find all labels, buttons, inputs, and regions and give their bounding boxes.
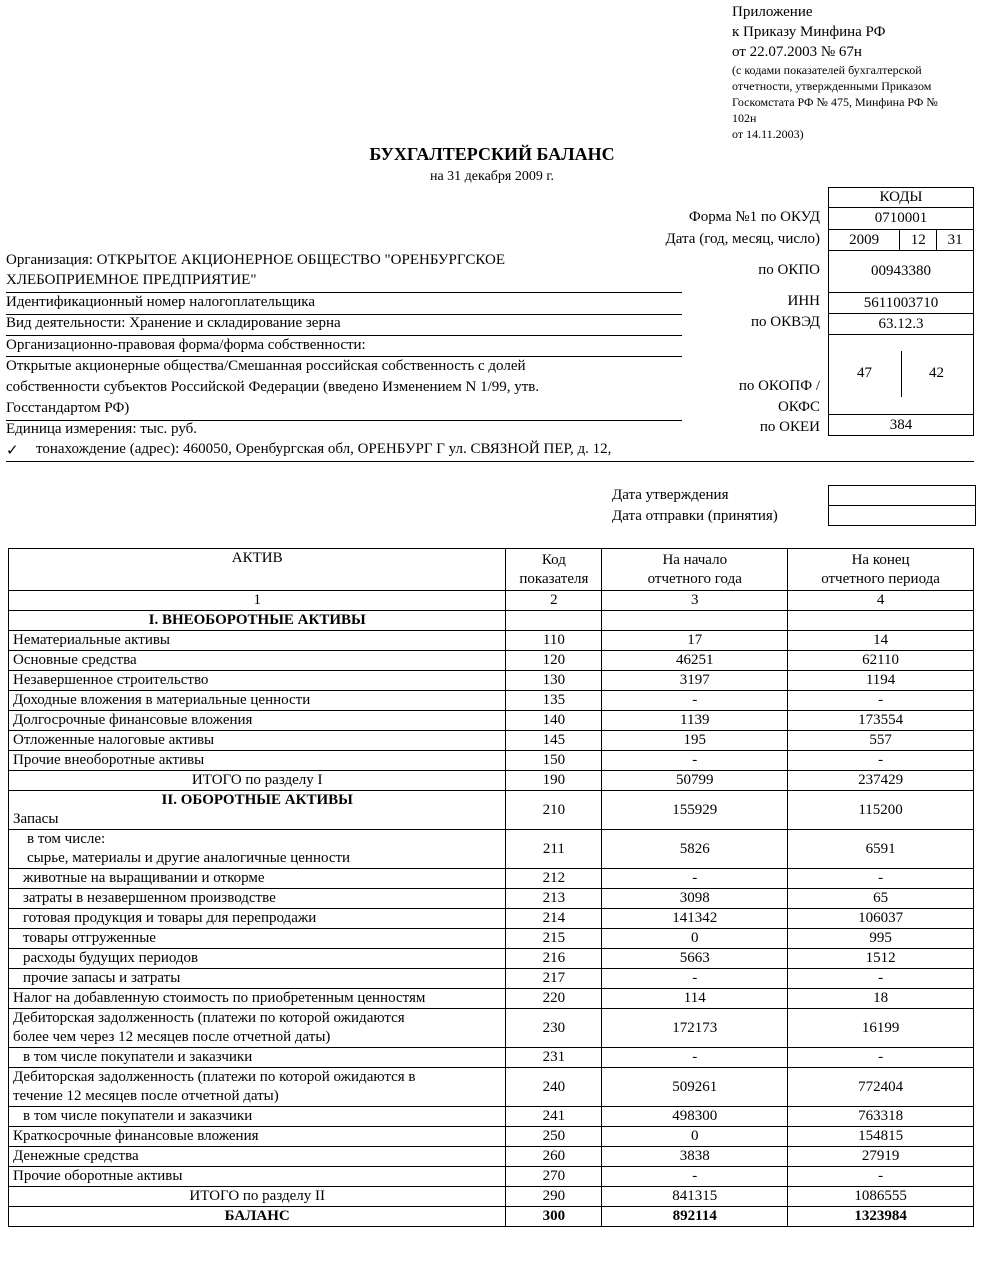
- date-label: Дата (год, месяц, число): [665, 231, 820, 247]
- row-code: 211: [506, 830, 602, 869]
- table-row: [9, 611, 974, 631]
- table-row: [9, 1107, 974, 1127]
- row-end: 27919: [788, 1147, 974, 1167]
- row-name: Доходные вложения в материальные ценности: [9, 691, 506, 711]
- row-name: готовая продукция и товары для перепродажи: [9, 909, 506, 929]
- row-end: 173554: [788, 711, 974, 731]
- row-end: 62110: [788, 651, 974, 671]
- row-code: 135: [506, 691, 602, 711]
- row-code: 210: [506, 791, 602, 830]
- row-name: прочие запасы и затраты: [9, 969, 506, 989]
- row-name: ИТОГО по разделу II: [9, 1187, 506, 1207]
- date-day: 31: [937, 230, 974, 251]
- row-code: 212: [506, 869, 602, 889]
- row-start: -: [602, 691, 788, 711]
- row-code: 230: [506, 1009, 602, 1048]
- table-row: [9, 791, 974, 830]
- row-name-line2: течение 12 месяцев после отчетной даты): [13, 1088, 279, 1104]
- row-name: животные на выращивании и откорме: [9, 869, 506, 889]
- row-end: 65: [788, 889, 974, 909]
- codes-table: [828, 187, 974, 436]
- appendix-line: Приложение: [732, 4, 813, 20]
- row-code: 270: [506, 1167, 602, 1187]
- row-start: 5826: [602, 830, 788, 869]
- row-start: 509261: [602, 1068, 788, 1107]
- table-row: [9, 929, 974, 949]
- approval-date-label: Дата утверждения: [612, 487, 729, 503]
- row-name: ИТОГО по разделу I: [9, 771, 506, 791]
- row-end: 995: [788, 929, 974, 949]
- row-name: Денежные средства: [9, 1147, 506, 1167]
- row-code: 120: [506, 651, 602, 671]
- row-end: 154815: [788, 1127, 974, 1147]
- row-start: 5663: [602, 949, 788, 969]
- table-row: [9, 909, 974, 929]
- address-marker: ✓: [6, 443, 19, 459]
- row-name: в том числе покупатели и заказчики: [9, 1107, 506, 1127]
- form-line2: собственности субъектов Российской Федерации (введено Изменением N 1/99, утв.: [6, 379, 540, 395]
- appendix-note: [732, 2, 938, 142]
- form-line1: Открытые акционерные общества/Смешанная российская собственность с долей: [6, 358, 526, 374]
- table-row: [9, 1127, 974, 1147]
- header-end: На конец отчетного периода: [788, 549, 974, 591]
- row-name: Краткосрочные финансовые вложения: [9, 1127, 506, 1147]
- header-asset: АКТИВ: [9, 549, 506, 591]
- row-end: 1086555: [788, 1187, 974, 1207]
- row-name-line1: Дебиторская задолженность (платежи по которой ожидаются: [13, 1010, 405, 1026]
- row-end: 106037: [788, 909, 974, 929]
- row-code: 130: [506, 671, 602, 691]
- row-code: 140: [506, 711, 602, 731]
- okud-value: 0710001: [829, 208, 974, 230]
- col-number: 2: [506, 591, 602, 611]
- row-name-line2: более чем через 12 месяцев после отчетной даты): [13, 1029, 331, 1045]
- row-code: 300: [506, 1207, 602, 1227]
- table-row: [9, 1207, 974, 1227]
- document-title: БУХГАЛТЕРСКИЙ БАЛАНС: [369, 144, 615, 164]
- row-name: товары отгруженные: [9, 929, 506, 949]
- appendix-note-line: Госкомстата РФ № 475, Минфина РФ №: [732, 95, 938, 109]
- row-end: -: [788, 1048, 974, 1068]
- row-name: [9, 791, 506, 830]
- row-code: 220: [506, 989, 602, 1009]
- table-row: [9, 771, 974, 791]
- okfs-label: ОКФС: [777, 399, 820, 415]
- table-row: [9, 1009, 974, 1048]
- document-subtitle: на 31 декабря 2009 г.: [429, 169, 555, 184]
- row-start: -: [602, 751, 788, 771]
- table-row: [9, 889, 974, 909]
- okud-label: Форма №1 по ОКУД: [688, 209, 820, 225]
- unit-text: Единица измерения: тыс. руб.: [6, 421, 198, 437]
- row-code: [506, 611, 602, 631]
- table-row: [9, 989, 974, 1009]
- row-start: 3838: [602, 1147, 788, 1167]
- row-name: БАЛАНС: [9, 1207, 506, 1227]
- table-row: [9, 830, 974, 869]
- col-number: 4: [788, 591, 974, 611]
- table-row: [9, 949, 974, 969]
- row-name: Незавершенное строительство: [9, 671, 506, 691]
- row-end: 14: [788, 631, 974, 651]
- row-start: 46251: [602, 651, 788, 671]
- row-name: расходы будущих периодов: [9, 949, 506, 969]
- row-start: [602, 611, 788, 631]
- table-row: [9, 631, 974, 651]
- row-start: 841315: [602, 1187, 788, 1207]
- row-start: 195: [602, 731, 788, 751]
- row-code: 213: [506, 889, 602, 909]
- row-code: 260: [506, 1147, 602, 1167]
- row-name: затраты в незавершенном производстве: [9, 889, 506, 909]
- header-start: На начало отчетного года: [602, 549, 788, 591]
- row-start: 155929: [602, 791, 788, 830]
- okei-value: 384: [829, 415, 974, 436]
- row-code: 190: [506, 771, 602, 791]
- row-name: Основные средства: [9, 651, 506, 671]
- row-name-line2: сырье, материалы и другие аналогичные ценности: [27, 850, 351, 866]
- row-start: -: [602, 1167, 788, 1187]
- row-name-line2: Запасы: [13, 811, 59, 827]
- okei-label: по ОКЕИ: [759, 419, 820, 435]
- row-name: I. ВНЕОБОРОТНЫЕ АКТИВЫ: [9, 611, 506, 631]
- row-end: 1512: [788, 949, 974, 969]
- row-name: Прочие внеоборотные активы: [9, 751, 506, 771]
- col-number: 3: [602, 591, 788, 611]
- row-end: 557: [788, 731, 974, 751]
- row-start: -: [602, 1048, 788, 1068]
- row-end: 237429: [788, 771, 974, 791]
- row-start: 172173: [602, 1009, 788, 1048]
- inn-value: 5611003710: [829, 293, 974, 314]
- balance-table: [8, 548, 974, 1227]
- okpo-value: 00943380: [829, 251, 974, 293]
- col-number: 1: [9, 591, 506, 611]
- sending-date-label: Дата отправки (принятия): [612, 508, 778, 524]
- row-start: 0: [602, 1127, 788, 1147]
- dates-block: [612, 485, 778, 527]
- table-row: [9, 691, 974, 711]
- row-end: -: [788, 869, 974, 889]
- row-end: 16199: [788, 1009, 974, 1048]
- row-name: [9, 830, 506, 869]
- row-end: -: [788, 1167, 974, 1187]
- row-start: 1139: [602, 711, 788, 731]
- table-row: [9, 1167, 974, 1187]
- table-row: [9, 751, 974, 771]
- row-code: 250: [506, 1127, 602, 1147]
- codes-header: КОДЫ: [829, 188, 974, 208]
- table-row: [9, 731, 974, 751]
- table-row: [9, 969, 974, 989]
- row-name-line1: в том числе:: [27, 831, 106, 847]
- okopf-okfs-cell: [829, 335, 974, 415]
- appendix-note-line: от 14.11.2003): [732, 127, 804, 141]
- row-code: 241: [506, 1107, 602, 1127]
- row-code: 150: [506, 751, 602, 771]
- okpo-label: по ОКПО: [758, 262, 820, 278]
- row-name: Долгосрочные финансовые вложения: [9, 711, 506, 731]
- okved-label: по ОКВЭД: [751, 314, 820, 330]
- row-end: 763318: [788, 1107, 974, 1127]
- row-start: -: [602, 869, 788, 889]
- table-row: [9, 1147, 974, 1167]
- appendix-note-line: 102н: [732, 111, 757, 125]
- activity-text: Вид деятельности: Хранение и складирование зерна: [6, 315, 341, 331]
- row-start: 3197: [602, 671, 788, 691]
- row-end: 1323984: [788, 1207, 974, 1227]
- row-end: 18: [788, 989, 974, 1009]
- form-line3: Госстандартом РФ): [6, 400, 130, 416]
- row-name-line1: II. ОБОРОТНЫЕ АКТИВЫ: [161, 792, 353, 808]
- row-end: 6591: [788, 830, 974, 869]
- okopf-label: по ОКОПФ /: [738, 378, 820, 394]
- appendix-note-line: (с кодами показателей бухгалтерской: [732, 63, 922, 77]
- row-code: 214: [506, 909, 602, 929]
- row-start: 0: [602, 929, 788, 949]
- table-row: [9, 1048, 974, 1068]
- org-name-line2: ХЛЕБОПРИЕМНОЕ ПРЕДПРИЯТИЕ": [6, 272, 257, 288]
- row-start: 498300: [602, 1107, 788, 1127]
- table-row: [9, 869, 974, 889]
- okopf-divider: [901, 351, 902, 397]
- header-code: Код показателя: [506, 549, 602, 591]
- row-end: -: [788, 691, 974, 711]
- row-start: 3098: [602, 889, 788, 909]
- row-name-line1: Дебиторская задолженность (платежи по которой ожидаются в: [13, 1069, 416, 1085]
- date-year: 2009: [829, 230, 900, 251]
- row-name: Отложенные налоговые активы: [9, 731, 506, 751]
- appendix-line: от 22.07.2003 № 67н: [732, 44, 862, 60]
- appendix-note-line: отчетности, утвержденными Приказом: [732, 79, 932, 93]
- row-code: 217: [506, 969, 602, 989]
- date-month: 12: [900, 230, 937, 251]
- row-start: 892114: [602, 1207, 788, 1227]
- approval-date-box: [828, 485, 976, 506]
- okfs-value: 42: [929, 365, 944, 381]
- address-text: тонахождение (адрес): 460050, Оренбургская обл, ОРЕНБУРГ Г ул. СВЯЗНОЙ ПЕР, д. 12,: [36, 441, 612, 457]
- row-start: 50799: [602, 771, 788, 791]
- row-end: 772404: [788, 1068, 974, 1107]
- form-title: Организационно-правовая форма/форма собственности:: [6, 337, 366, 353]
- row-code: 240: [506, 1068, 602, 1107]
- row-code: 215: [506, 929, 602, 949]
- form-rule: [6, 356, 682, 357]
- row-start: 114: [602, 989, 788, 1009]
- row-start: -: [602, 969, 788, 989]
- balance-rows: [9, 611, 974, 1227]
- row-end: 1194: [788, 671, 974, 691]
- row-code: 216: [506, 949, 602, 969]
- inn-text: Идентификационный номер налогоплательщика: [6, 294, 316, 310]
- org-name-line1: Организация: ОТКРЫТОЕ АКЦИОНЕРНОЕ ОБЩЕСТВО "ОРЕНБУРГСКОЕ: [6, 252, 505, 268]
- row-code: 145: [506, 731, 602, 751]
- org-rule: [6, 292, 682, 293]
- row-end: [788, 611, 974, 631]
- appendix-line: к Приказу Минфина РФ: [732, 24, 886, 40]
- row-end: 115200: [788, 791, 974, 830]
- table-row: [9, 711, 974, 731]
- table-row: [9, 1187, 974, 1207]
- row-name: [9, 1068, 506, 1107]
- address-rule: [6, 461, 974, 462]
- row-code: 290: [506, 1187, 602, 1207]
- row-name: Нематериальные активы: [9, 631, 506, 651]
- okopf-value: 47: [857, 365, 872, 381]
- row-name: в том числе покупатели и заказчики: [9, 1048, 506, 1068]
- inn-label: ИНН: [787, 293, 820, 309]
- row-code: 110: [506, 631, 602, 651]
- row-start: 17: [602, 631, 788, 651]
- row-name: Налог на добавленную стоимость по приобретенным ценностям: [9, 989, 506, 1009]
- row-end: -: [788, 751, 974, 771]
- activity-rule: [6, 335, 682, 336]
- row-code: 231: [506, 1048, 602, 1068]
- row-name: Прочие оборотные активы: [9, 1167, 506, 1187]
- table-row: [9, 1068, 974, 1107]
- sending-date-box: [828, 505, 976, 526]
- row-name: [9, 1009, 506, 1048]
- table-row: [9, 651, 974, 671]
- okved-value: 63.12.3: [829, 314, 974, 335]
- row-end: -: [788, 969, 974, 989]
- table-row: [9, 671, 974, 691]
- row-start: 141342: [602, 909, 788, 929]
